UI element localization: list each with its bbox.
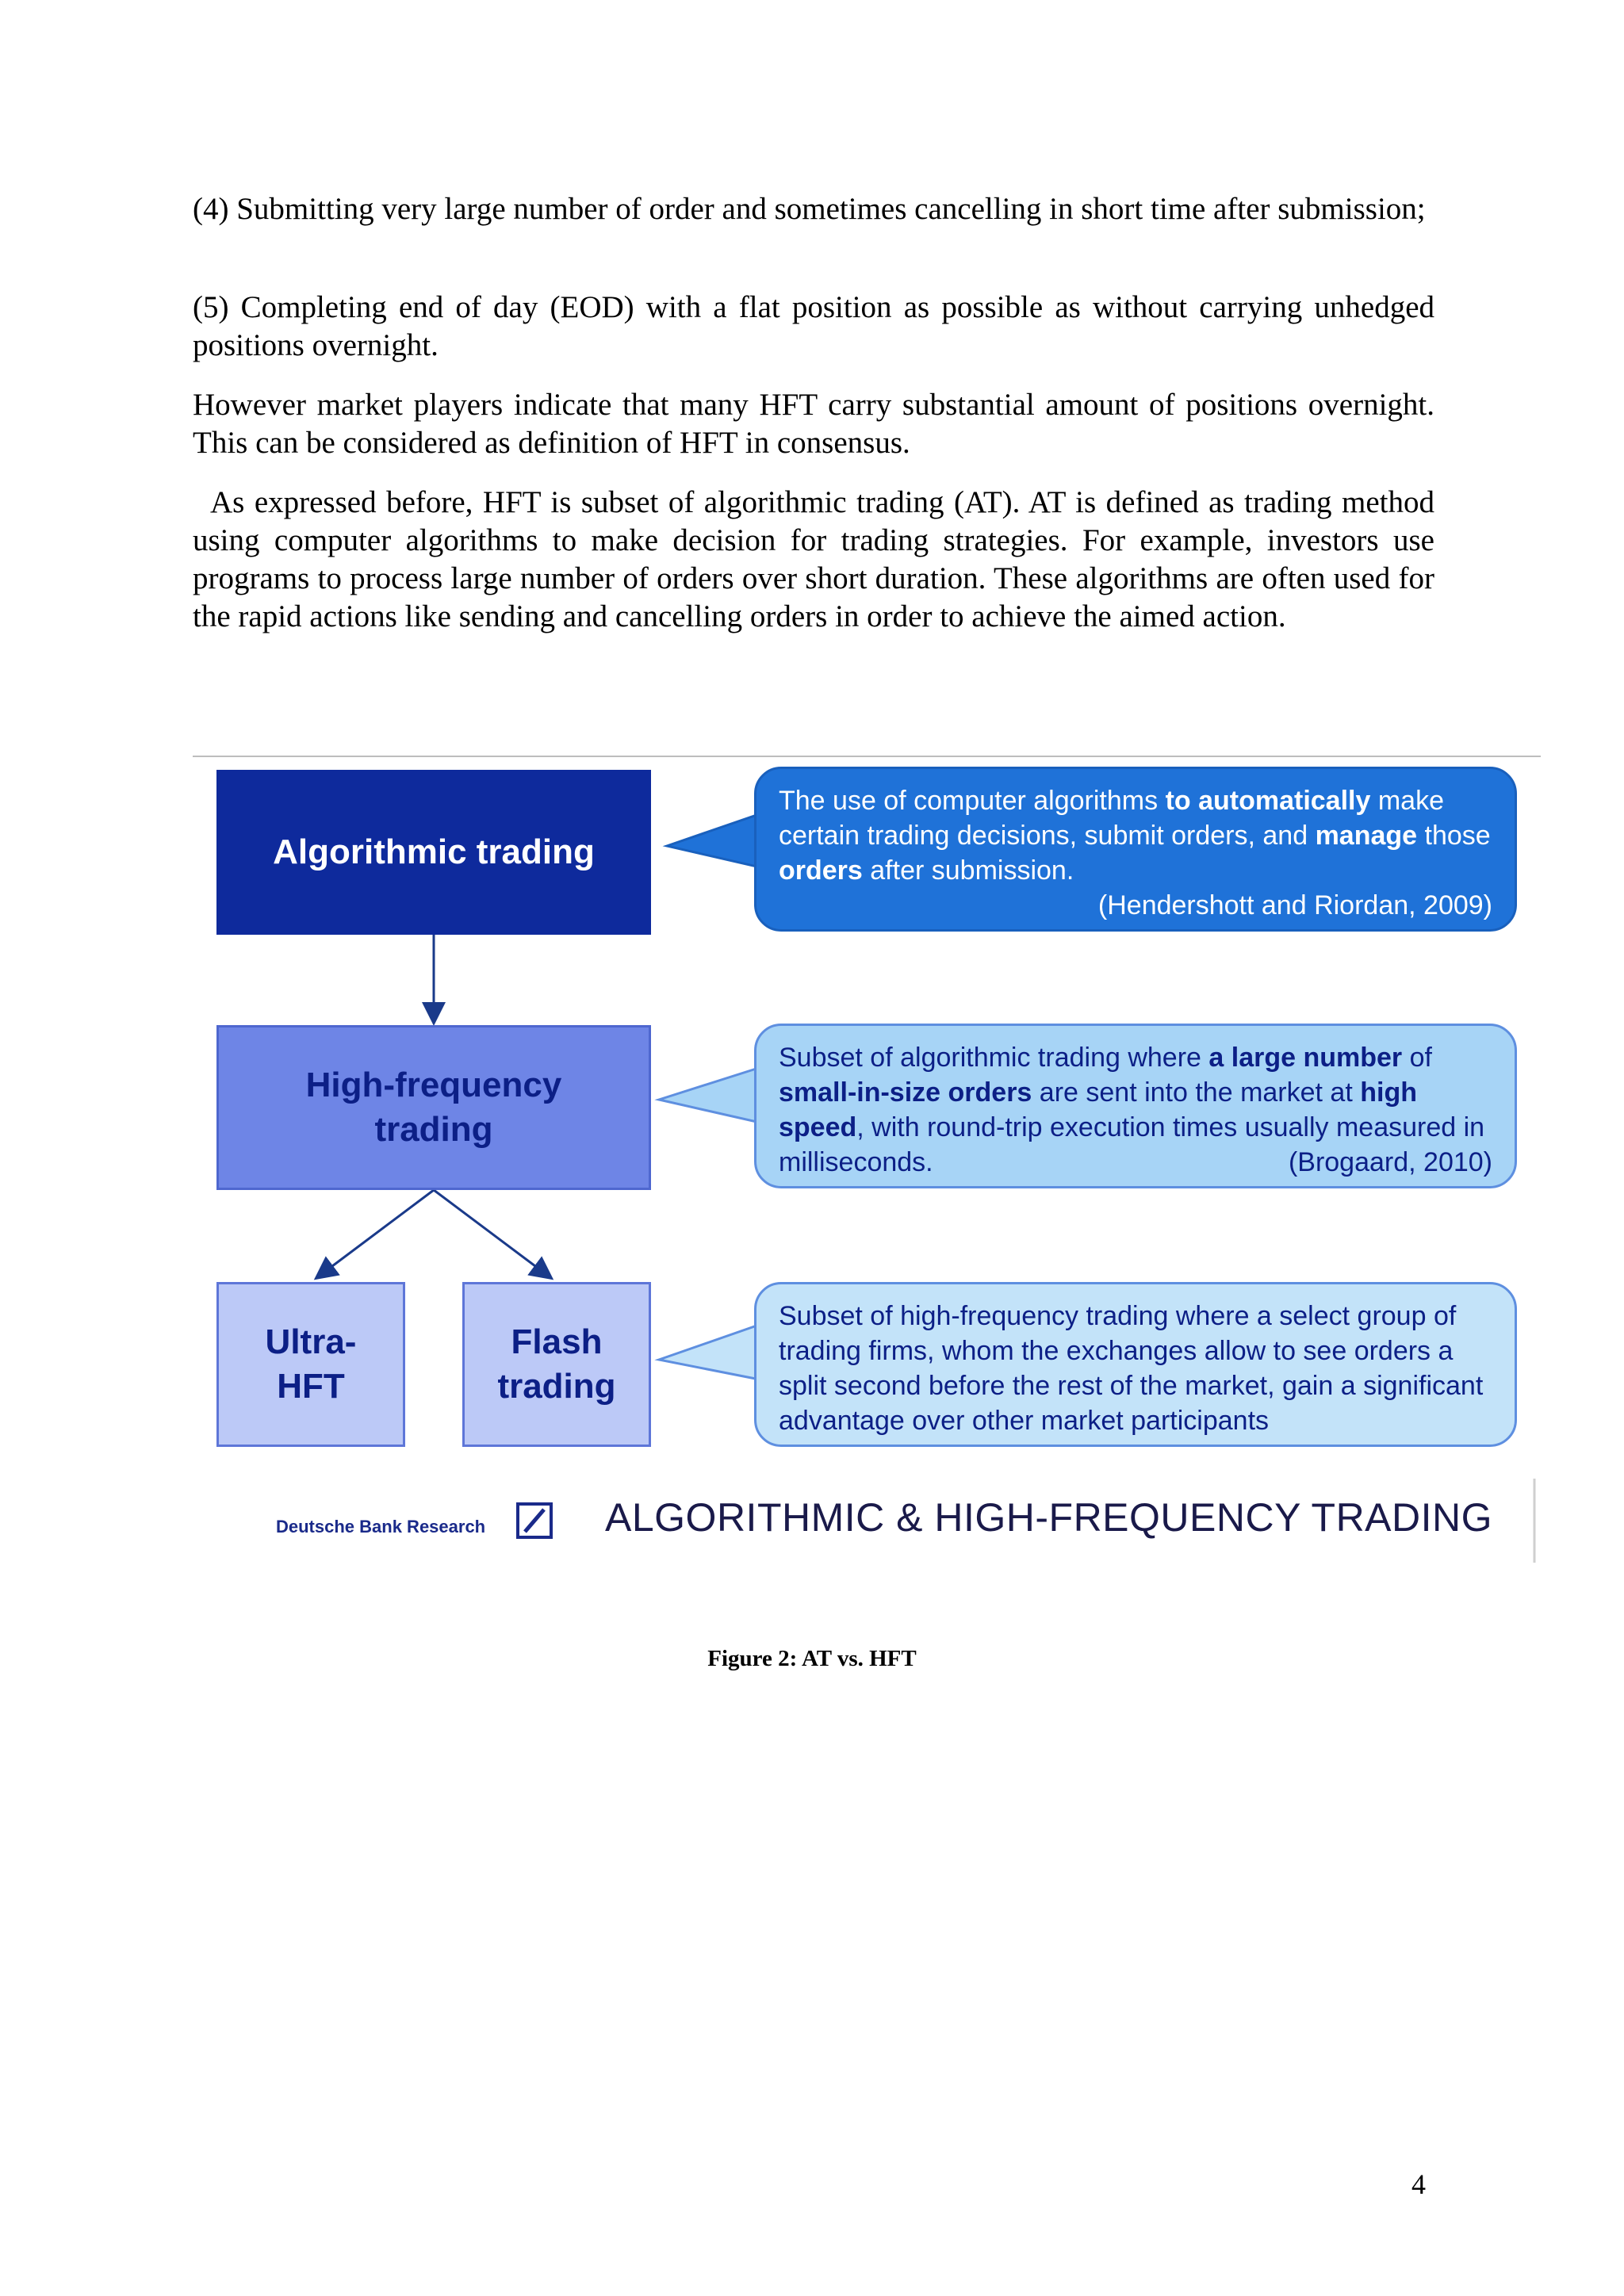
- callout-text: of: [1402, 1043, 1432, 1073]
- callout-bold-text: small-in-size orders: [779, 1077, 1032, 1108]
- callout-text: make certain trading decisions, submit orders, and: [779, 786, 1444, 851]
- box-label: High-frequency trading: [305, 1066, 562, 1149]
- paragraph-market-players: However market players indicate that many HFT carry substantial amount of positions overnight. This can be considered as definition of HFT in consensus.: [193, 388, 1434, 460]
- callout-pointer-sub: [659, 1323, 764, 1380]
- callout-bold-text: manage: [1315, 821, 1418, 851]
- source-label: Deutsche Bank Research: [276, 1517, 486, 1536]
- callout-text: Subset of high-frequency trading where a select group of trading firms, whom the exchanges allow to see orders a split second before the rest of the market, gain a significant advantage over other market participants: [779, 1301, 1484, 1436]
- box-label: Ultra- HFT: [265, 1322, 357, 1406]
- callout-pointer-at: [667, 813, 764, 868]
- callout-bold-text: orders: [779, 855, 863, 886]
- box-algorithmic-trading: [216, 770, 651, 935]
- callout-text: Subset of algorithmic trading where: [779, 1043, 1209, 1073]
- callout-bold-text: to automatically: [1165, 786, 1371, 816]
- figure-banner-title: ALGORITHMIC & HIGH-FREQUENCY TRADING: [605, 1495, 1493, 1540]
- box-label: Algorithmic trading: [273, 832, 595, 871]
- callout-bold-text: high speed: [779, 1077, 1417, 1142]
- figure-at-vs-hft: [193, 756, 1541, 1569]
- callout-bold-text: a large number: [1208, 1043, 1403, 1073]
- arrow-hft-to-ultra: [320, 1190, 434, 1276]
- paragraph-algorithmic-trading: As expressed before, HFT is subset of algorithmic trading (AT). AT is defined as trading method using computer algorithms to make decision for trading strategies. For example, investors use programs to process large number of orders over short duration. These algorithms are often used for the rapid actions like sending and cancelling orders in order to achieve the aimed action.: [193, 485, 1434, 633]
- deutsche-bank-logo-icon: [516, 1502, 553, 1539]
- box-flash-trading: [462, 1282, 651, 1447]
- box-label: Flash trading: [497, 1322, 616, 1406]
- callout-text: , with round-trip execution times usually measured in milliseconds.: [779, 1112, 1485, 1177]
- page-number: 4: [1411, 2168, 1426, 2200]
- box-high-frequency-trading: [216, 1025, 651, 1190]
- callout-reference: (Hendershott and Riordan, 2009): [1097, 890, 1492, 920]
- callout-algorithmic-trading-definition: [754, 767, 1517, 932]
- callout-flash-trading-definition: [754, 1282, 1517, 1447]
- callout-text: The use of computer algorithms: [779, 786, 1166, 816]
- arrow-hft-to-flash: [434, 1190, 548, 1276]
- figure-caption: Figure 2: AT vs. HFT: [707, 1646, 917, 1671]
- callout-hft-definition: [754, 1024, 1517, 1188]
- callout-reference: (Brogaard, 2010): [1288, 1147, 1492, 1177]
- callout-pointer-hft: [659, 1066, 764, 1123]
- callout-text: after submission.: [862, 855, 1074, 886]
- callout-text: are sent into the market at: [1032, 1077, 1361, 1108]
- box-ultra-hft: [216, 1282, 405, 1447]
- paragraph-item-5: (5) Completing end of day (EOD) with a flat position as possible as without carrying unhedged positions overnight.: [193, 290, 1434, 362]
- callout-text: those: [1417, 821, 1491, 851]
- paragraph-item-4: (4) Submitting very large number of order and sometimes cancelling in short time after submission;: [193, 192, 1426, 226]
